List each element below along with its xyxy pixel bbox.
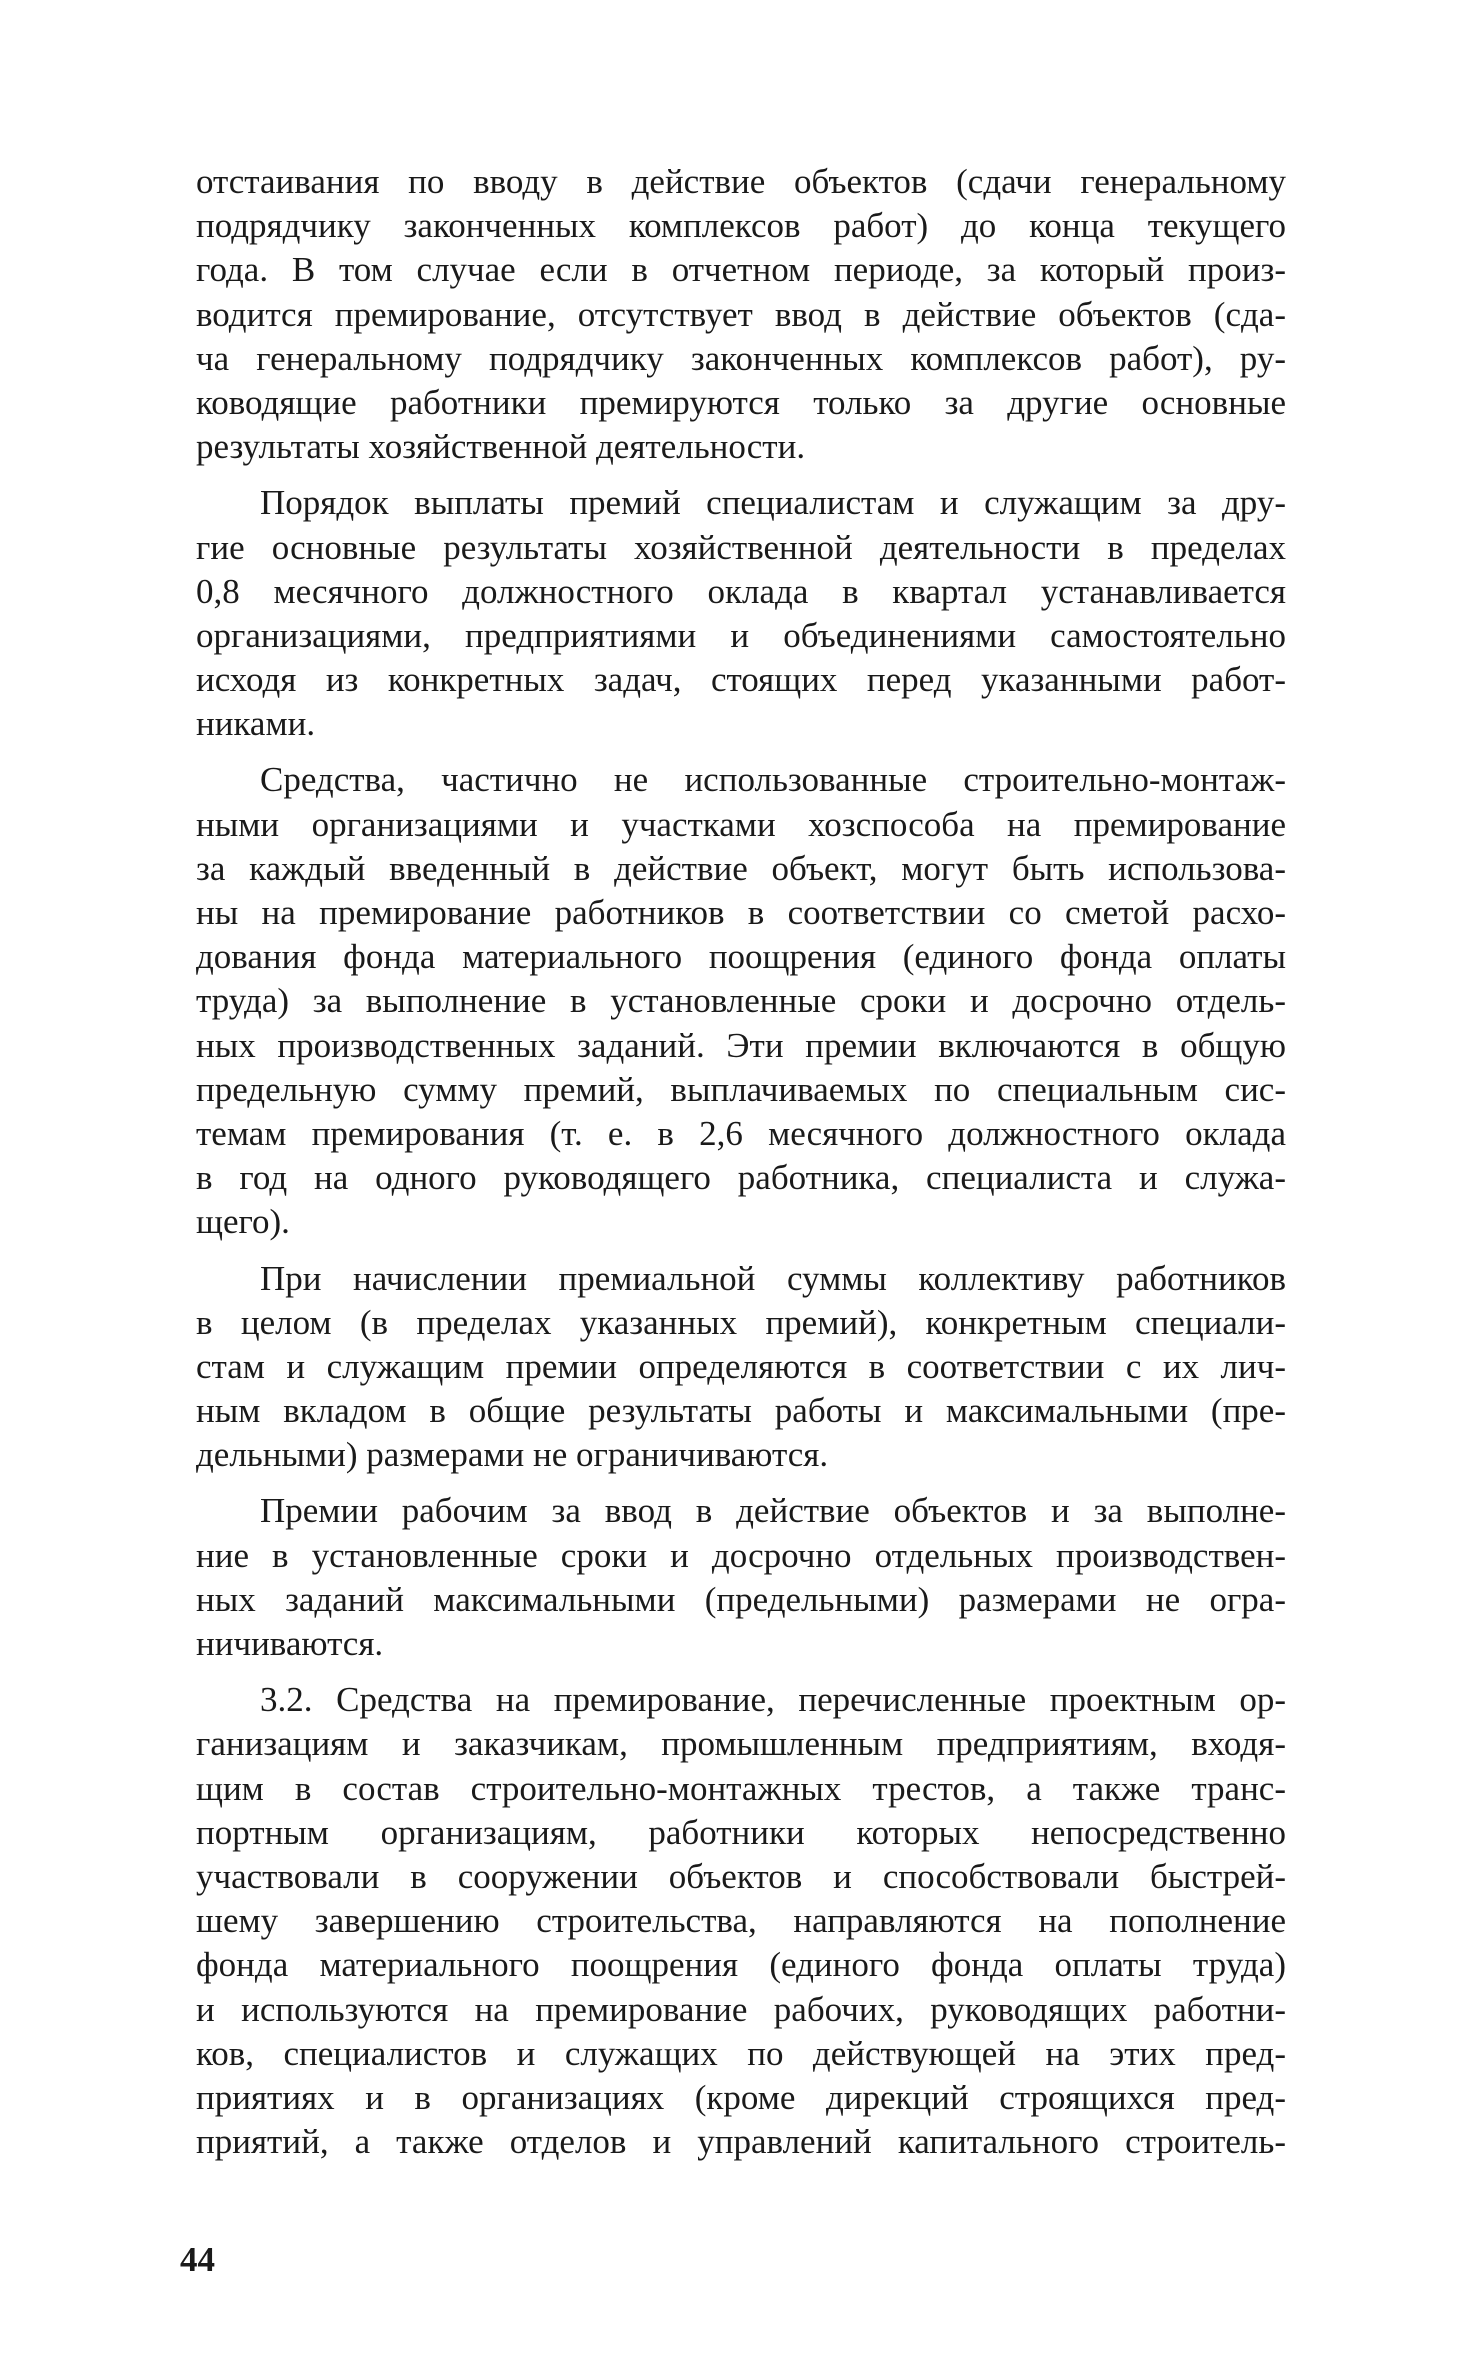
text-line: шему завершению строительства, направляются на пополнение	[196, 1901, 1286, 1941]
text-line: ных производственных заданий. Эти премии включаются в общую	[196, 1025, 1286, 1065]
text-line: ными организациями и участками хозспособа на премирование	[196, 804, 1286, 844]
text-line: гие основные результаты хозяйственной деятельности в пределах	[196, 527, 1286, 567]
text-line: Премии рабочим за ввод в действие объектов и за выполне-	[260, 1491, 1286, 1531]
text-line: Порядок выплаты премий специалистам и служащим за дру-	[260, 483, 1286, 523]
text-line: исходя из конкретных задач, стоящих перед указанными работ-	[196, 660, 1286, 700]
text-line: организациями, предприятиями и объединениями самостоятельно	[196, 615, 1286, 655]
text-line: водится премирование, отсутствует ввод в действие объектов (сда-	[196, 294, 1286, 334]
text-line: никами.	[196, 704, 316, 744]
text-line: ным вкладом в общие результаты работы и максимальными (пре-	[196, 1391, 1286, 1431]
text-line: года. В том случае если в отчетном периоде, за который произ-	[196, 250, 1286, 290]
text-line: ганизациям и заказчикам, промышленным предприятиям, входя-	[196, 1724, 1286, 1764]
paragraph	[196, 160, 1286, 469]
text-line: ны на премирование работников в соответствии со сметой расхо-	[196, 893, 1286, 932]
text-line: участвовали в сооружении объектов и способствовали быстрей-	[196, 1856, 1286, 1896]
text-line: результаты хозяйственной деятельности.	[196, 427, 806, 467]
text-line: 3.2. Средства на премирование, перечисленные проектным ор-	[260, 1680, 1286, 1720]
text-line: предельную сумму премий, выплачиваемых по специальным сис-	[196, 1069, 1286, 1109]
text-line: ков, специалистов и служащих по действующей на этих пред-	[196, 2033, 1286, 2073]
text-line: приятиях и в организациях (кроме дирекций строящихся пред-	[196, 2077, 1286, 2117]
text-line: 0,8 месячного должностного оклада в квартал устанавливается	[196, 571, 1286, 611]
paragraph	[196, 1489, 1286, 1666]
text-line: приятий, а также отделов и управлений капитального строитель-	[196, 2122, 1286, 2162]
text-line: портным организациям, работники которых непосредственно	[196, 1812, 1286, 1852]
text-line: щим в состав строительно-монтажных трестов, а также транс-	[196, 1768, 1286, 1808]
page-body	[196, 160, 1286, 2176]
text-line: в целом (в пределах указанных премий), конкретным специали-	[196, 1302, 1286, 1342]
text-line: дования фонда материального поощрения (единого фонда оплаты	[196, 937, 1286, 977]
text-line: в год на одного руководящего работника, специалиста и служа-	[196, 1158, 1286, 1198]
text-line: труда) за выполнение в установленные сроки и досрочно отдель-	[196, 981, 1286, 1021]
text-line: дельными) размерами не ограничиваются.	[196, 1435, 829, 1475]
text-line: стам и служащим премии определяются в соответствии с их лич-	[196, 1346, 1286, 1386]
text-line: Средства, частично не использованные строительно-монтаж-	[260, 760, 1286, 800]
page-number: 44	[180, 2240, 215, 2279]
text-line: темам премирования (т. е. в 2,6 месячного должностного оклада	[196, 1113, 1286, 1153]
text-line: ных заданий максимальными (предельными) размерами не огра-	[196, 1579, 1286, 1619]
text-line: При начислении премиальной суммы коллективу работников	[260, 1258, 1286, 1298]
text-line: ча генеральному подрядчику законченных комплексов работ), ру-	[196, 338, 1286, 378]
paragraph	[196, 1678, 1286, 2164]
text-line: ничиваются.	[196, 1624, 384, 1663]
text-line: ние в установленные сроки и досрочно отдельных производствен-	[196, 1535, 1286, 1575]
paragraph	[196, 1257, 1286, 1478]
paragraph	[196, 758, 1286, 1244]
text-line: за каждый введенный в действие объект, могут быть использова-	[196, 848, 1286, 888]
text-line: и используются на премирование рабочих, руководящих работни-	[196, 1989, 1286, 2029]
text-line: фонда материального поощрения (единого фонда оплаты труда)	[196, 1945, 1286, 1985]
text-line: подрядчику законченных комплексов работ) до конца текущего	[196, 206, 1286, 246]
text-line: ководящие работники премируются только за другие основные	[196, 382, 1286, 422]
text-line: щего).	[196, 1202, 290, 1242]
text-line: отстаивания по вводу в действие объектов (сдачи генеральному	[196, 162, 1286, 201]
paragraph	[196, 481, 1286, 746]
